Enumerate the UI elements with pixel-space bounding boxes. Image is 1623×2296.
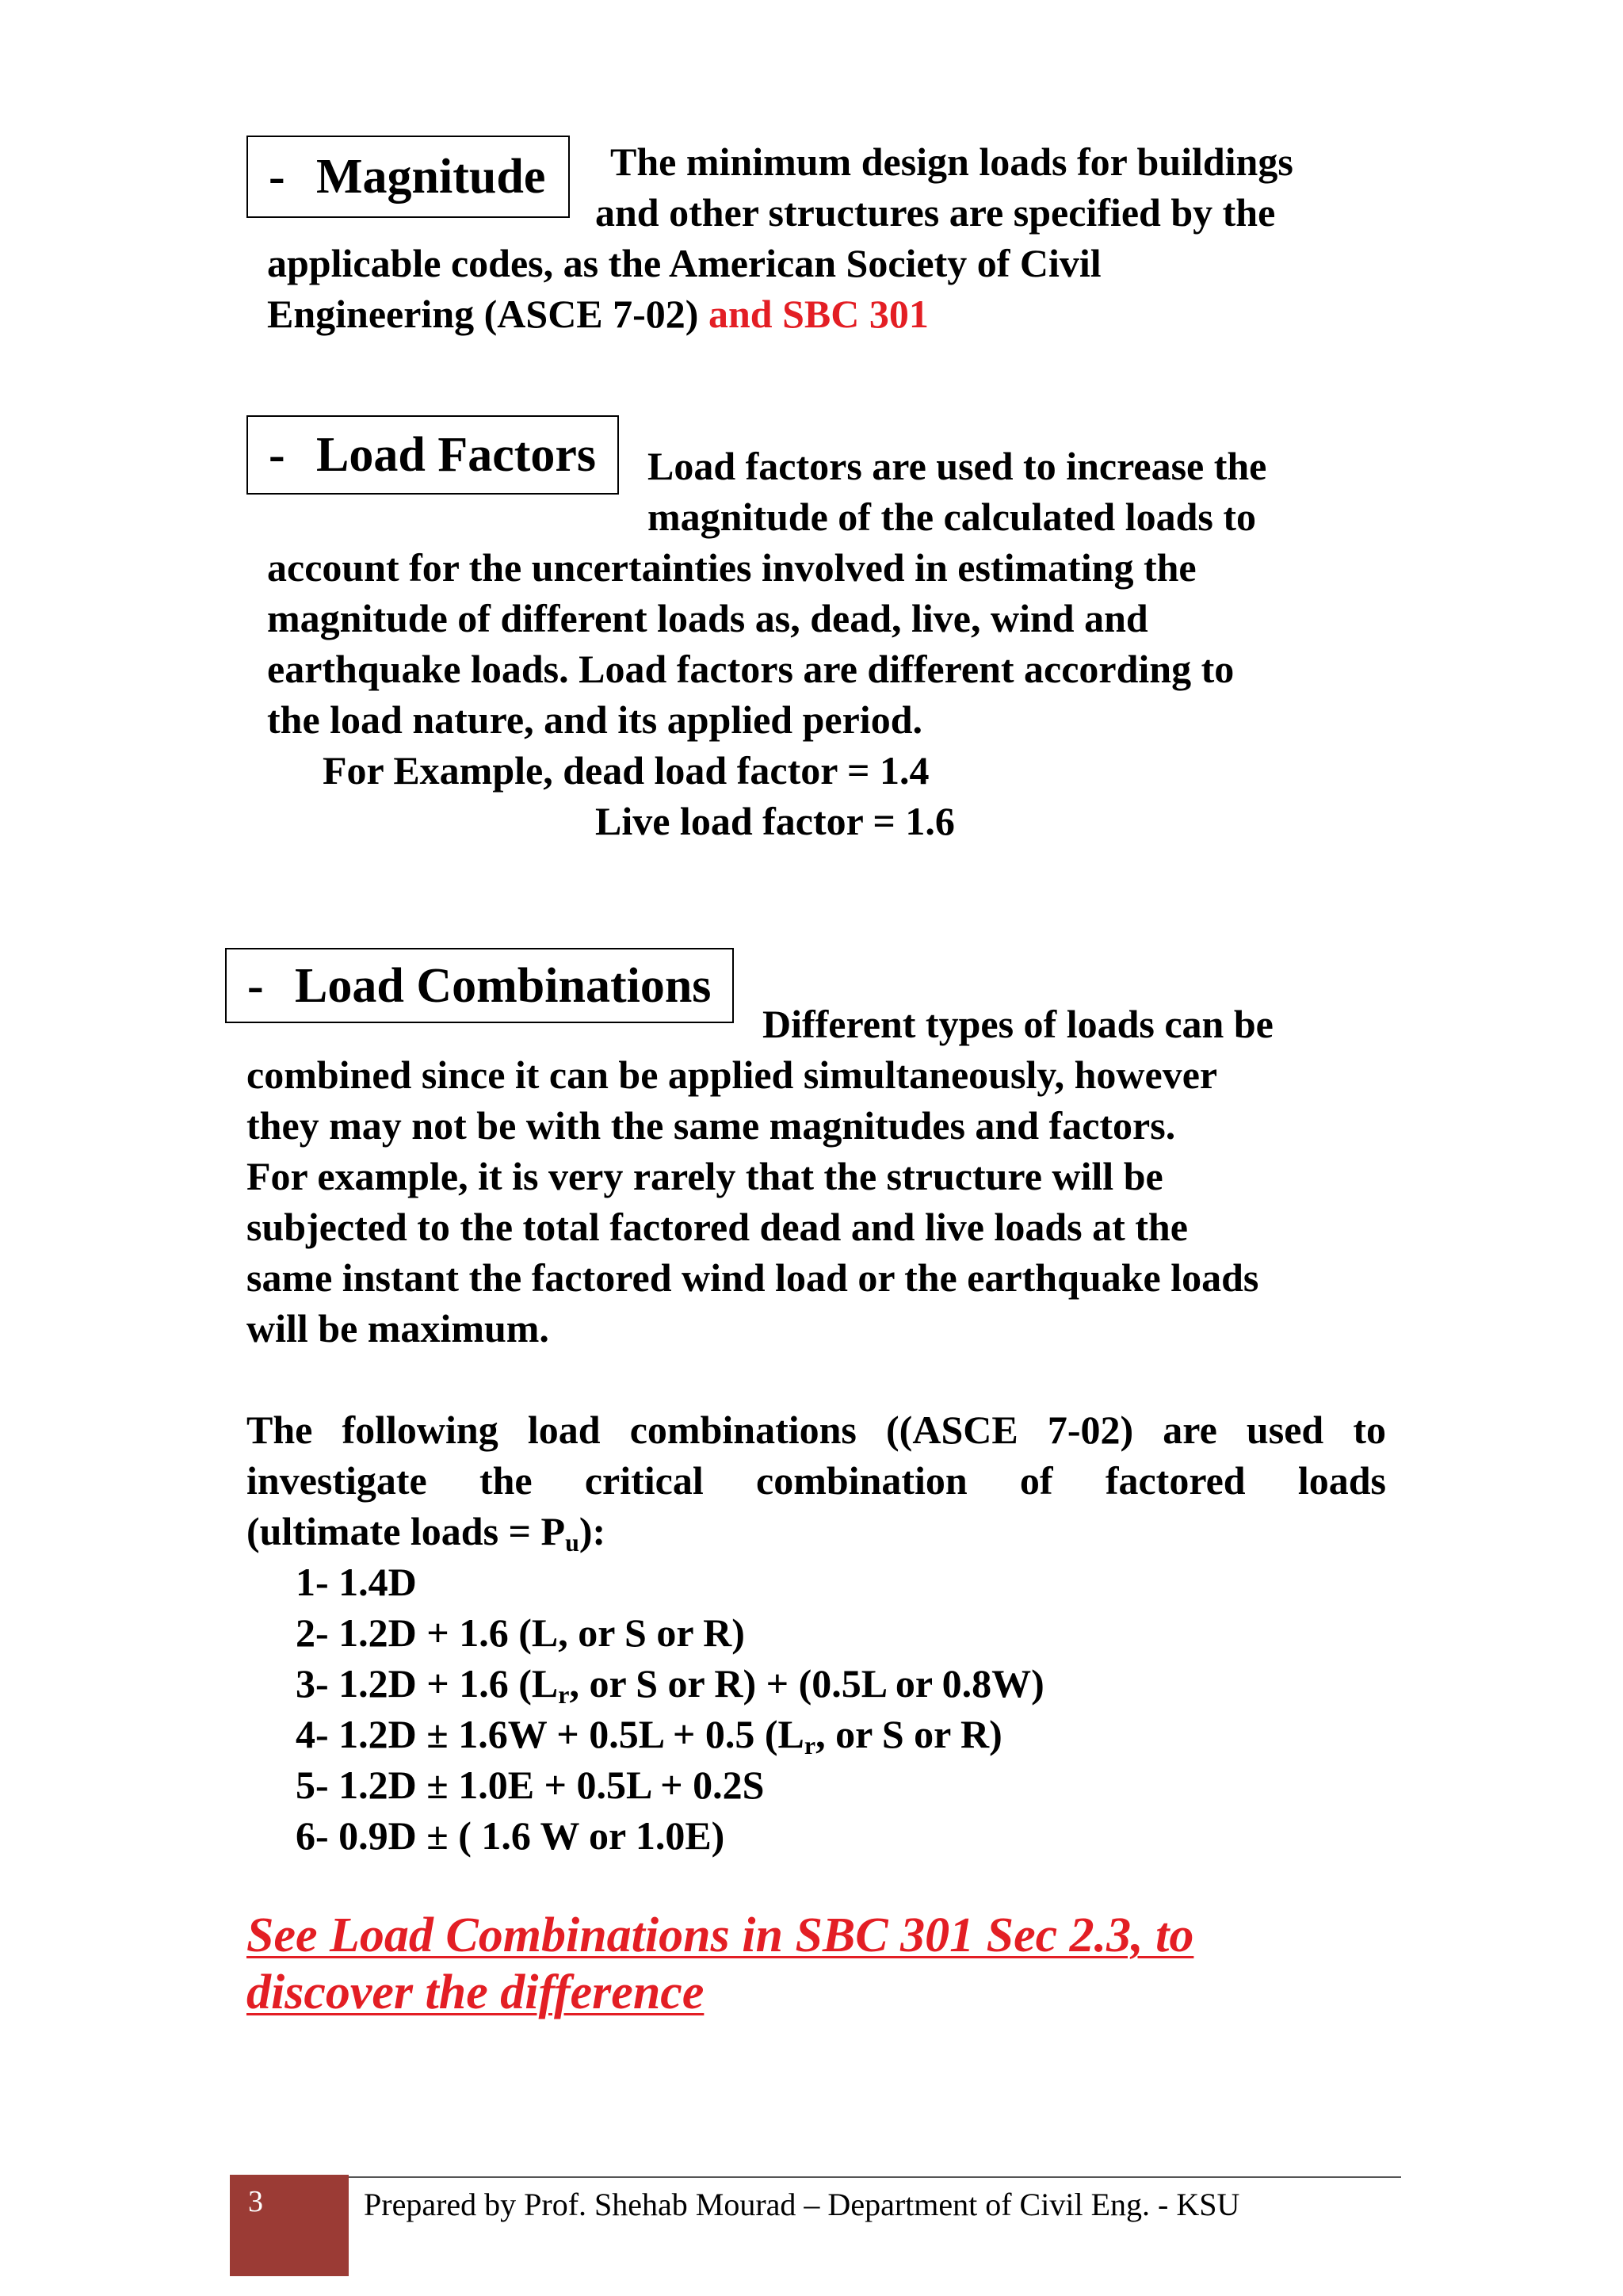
magnitude-line-4 <box>267 288 929 339</box>
load-combinations-line-6: same instant the factored wind load or the earthquake loads <box>246 1255 1259 1300</box>
load-combinations-line-3: they may not be with the same magnitudes and factors. <box>246 1103 1176 1148</box>
magnitude-heading-box <box>246 136 570 218</box>
ultimate-loads-text: (ultimate loads = P <box>246 1509 566 1553</box>
dead-load-factor: For Example, dead load factor = 1.4 <box>323 748 930 793</box>
combination-4-rest: , or S or R) <box>815 1712 1002 1756</box>
heading-dash: - <box>269 150 285 204</box>
load-factors-line-5: earthquake loads. Load factors are different according to <box>267 647 1235 691</box>
sbc-301-highlight: and SBC 301 <box>708 292 929 336</box>
combination-4-subscript: r <box>804 1731 816 1759</box>
load-factors-line-4: magnitude of different loads as, dead, live, wind and <box>267 596 1148 640</box>
load-combinations-heading-box <box>225 948 734 1023</box>
combination-3 <box>296 1658 1044 1709</box>
load-factors-line-6: the load nature, and its applied period. <box>267 697 923 742</box>
asce-paragraph-line-2: investigate the critical combination of factored loads <box>246 1458 1386 1503</box>
combination-4-text: 4- 1.2D ± 1.6W + 0.5L + 0.5 (L <box>296 1712 804 1756</box>
magnitude-heading: Magnitude <box>316 150 546 204</box>
load-factors-heading-box <box>246 415 619 495</box>
magnitude-line-3: applicable codes, as the American Society of Civil <box>267 241 1102 285</box>
combination-5: 5- 1.2D ± 1.0E + 0.5L + 0.2S <box>296 1763 765 1807</box>
heading-dash: - <box>247 958 264 1013</box>
combination-6: 6- 0.9D ± ( 1.6 W or 1.0E) <box>296 1813 725 1858</box>
ultimate-loads-close: ): <box>579 1509 606 1553</box>
page-number: 3 <box>248 2185 263 2218</box>
asce-paragraph-line-3 <box>246 1506 605 1557</box>
combination-3-text: 3- 1.2D + 1.6 (L <box>296 1661 559 1706</box>
magnitude-line-1: The minimum design loads for buildings <box>610 139 1293 184</box>
load-combinations-line-5: subjected to the total factored dead and live loads at the <box>246 1205 1188 1249</box>
combination-3-rest: , or S or R) + (0.5L or 0.8W) <box>569 1661 1044 1706</box>
ultimate-loads-subscript: u <box>565 1528 579 1557</box>
magnitude-line-4-text: Engineering (ASCE 7-02) <box>267 292 708 336</box>
sbc-note-line-1: See Load Combinations in SBC 301 Sec 2.3, to <box>246 1908 1194 1962</box>
load-combinations-line-7: will be maximum. <box>246 1306 549 1350</box>
combination-4 <box>296 1709 1002 1759</box>
combination-1: 1- 1.4D <box>296 1560 417 1604</box>
footer-credit: Prepared by Prof. Shehab Mourad – Department of Civil Eng. - KSU <box>364 2187 1240 2222</box>
combination-2: 2- 1.2D + 1.6 (L, or S or R) <box>296 1610 745 1655</box>
asce-paragraph-line-1: The following load combinations ((ASCE 7-02) are used to <box>246 1408 1386 1452</box>
load-combinations-line-1: Different types of loads can be <box>762 1002 1274 1046</box>
load-factors-line-2: magnitude of the calculated loads to <box>647 495 1257 539</box>
load-combinations-line-4: For example, it is very rarely that the structure will be <box>246 1154 1163 1198</box>
load-combinations-line-2: combined since it can be applied simultaneously, however <box>246 1052 1218 1097</box>
magnitude-line-2: and other structures are specified by the <box>595 190 1276 235</box>
load-factors-line-1: Load factors are used to increase the <box>647 444 1267 488</box>
load-factors-heading: Load Factors <box>316 428 597 482</box>
load-combinations-heading: Load Combinations <box>295 958 712 1013</box>
combination-3-subscript: r <box>558 1680 570 1709</box>
load-factors-line-3: account for the uncertainties involved in estimating the <box>267 545 1197 590</box>
sbc-note-line-2: discover the difference <box>246 1966 705 2019</box>
live-load-factor: Live load factor = 1.6 <box>595 799 955 843</box>
heading-dash: - <box>269 428 285 482</box>
footer-rule <box>349 2176 1401 2178</box>
